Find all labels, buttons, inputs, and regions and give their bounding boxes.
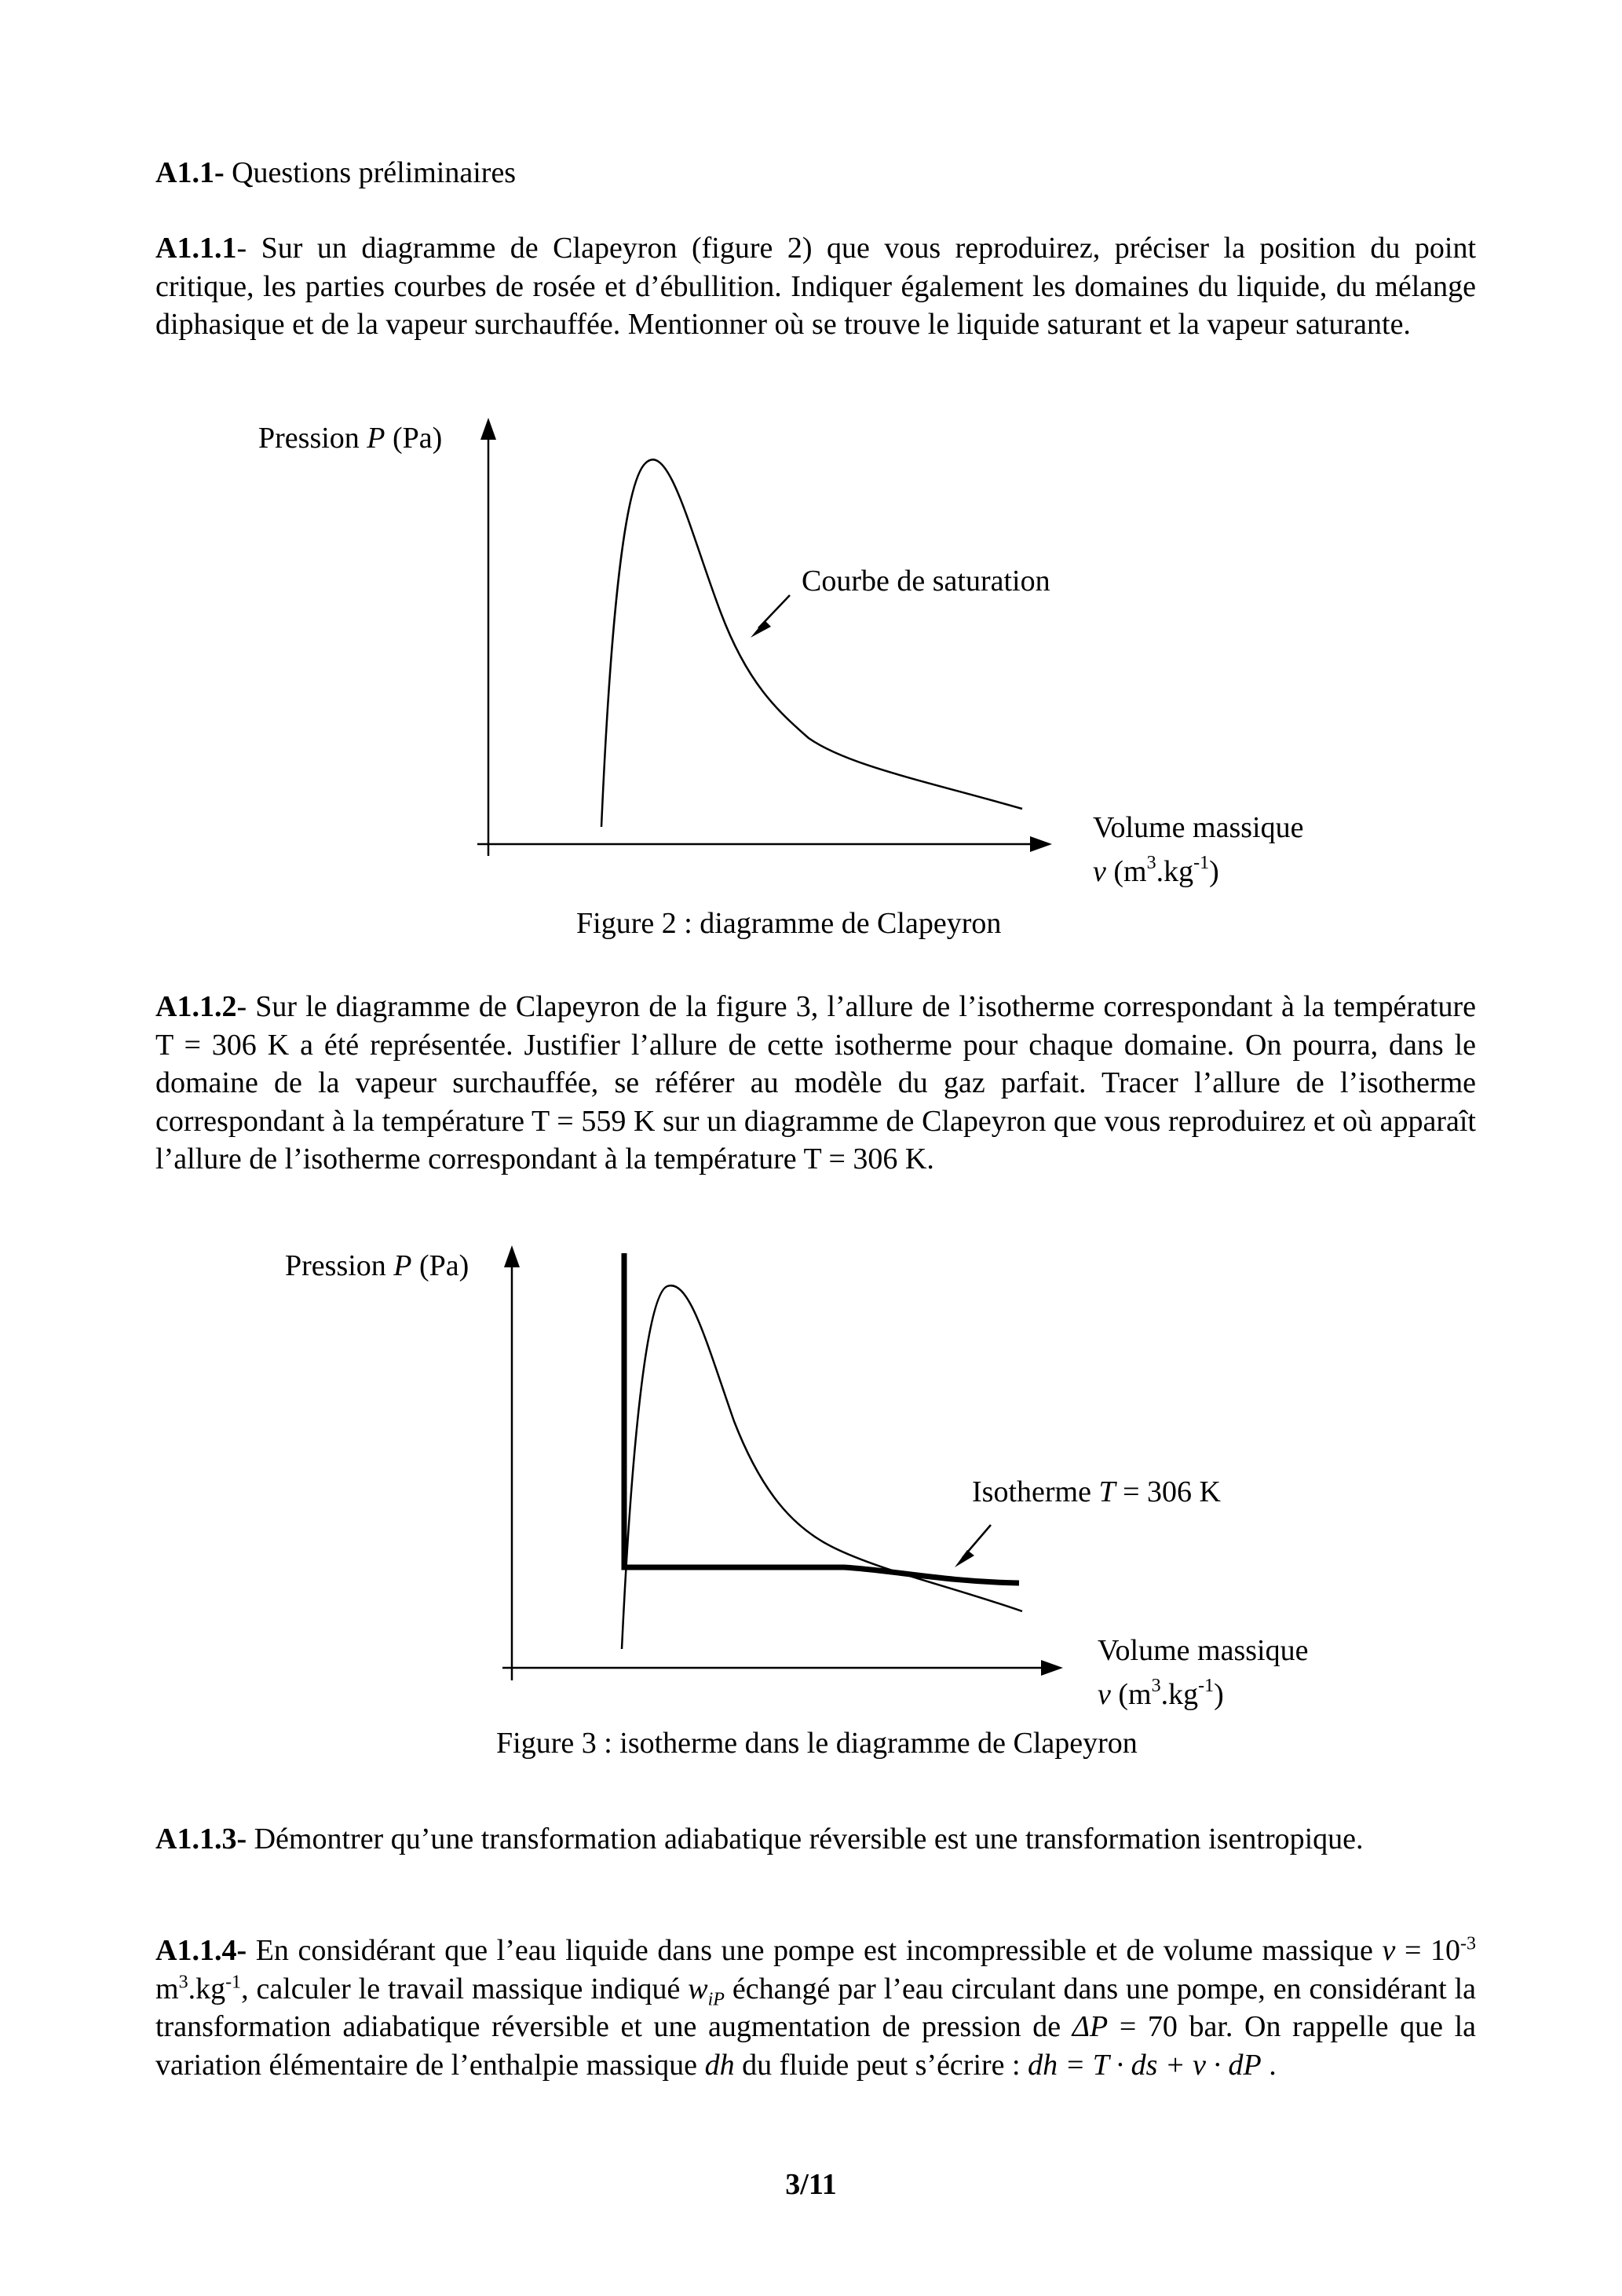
figure-3-caption: Figure 3 : isotherme dans le diagramme de Clapeyron: [496, 1727, 1138, 1760]
question-text-part: = 70 bar. On rappelle que la variation élémentaire de l’enthalpie massique: [155, 2010, 1476, 2082]
x-axis-arrowhead: [1030, 836, 1052, 852]
question-text: - Sur le diagramme de Clapeyron de la figure 3, l’allure de l’isotherme correspondant à la température T = 306 K a été représentée. Justifier l’allure de cette isotherme pour chaque domaine. On pourra, dans le domaine de la vapeur surchauffée, se référer au modèle du gaz parfait. Tracer l’allure de l’isotherme correspondant à la température T = 559 K sur un diagramme de Clapeyron que vous reproduirez et où apparaît l’allure de l’isotherme correspondant à la température T = 306 K.: [155, 990, 1476, 1175]
figure-2-clapeyron-diagram: [0, 0, 1622, 942]
delta-p-variable: ΔP: [1072, 2010, 1109, 2043]
isotherm-306k-curve: [624, 1253, 1019, 1583]
exponent: -3: [1460, 1933, 1476, 1954]
question-label: A1.1.2: [155, 990, 237, 1023]
volume-variable: v: [1382, 1934, 1396, 1967]
figure-2-caption: Figure 2 : diagramme de Clapeyron: [576, 907, 1002, 940]
y-axis-label: Pression P (Pa): [285, 1249, 469, 1282]
isotherm-label: Isotherme T = 306 K: [972, 1475, 1221, 1508]
curve-label: Courbe de saturation: [802, 565, 1050, 598]
x-axis-arrowhead: [1041, 1660, 1063, 1676]
question-text-part: = 10: [1395, 1934, 1460, 1967]
figure-3-isotherm-diagram: [0, 1178, 1622, 1743]
question-a112: [155, 988, 1476, 1179]
question-text: - Sur un diagramme de Clapeyron (figure 2) que vous reproduirez, préciser la position du point critique, les parties courbes de rosée et d’ébullition. Indiquer également les domaines du liquide, du mélange diphasique et de la vapeur surchauffée. Mentionner où se trouve le liquide saturant et la vapeur saturante.: [155, 232, 1476, 341]
question-label: A1.1.4-: [155, 1934, 247, 1967]
question-label: A1.1.1: [155, 232, 237, 265]
enthalpy-formula: dh = T · ds + v · dP: [1028, 2048, 1262, 2082]
y-axis-label: Pression P (Pa): [258, 422, 443, 455]
x-axis-unit: v $(m^3.kg^{-1})$: [1093, 853, 1219, 888]
work-variable: w: [688, 1972, 708, 2005]
y-axis-arrowhead: [504, 1245, 520, 1267]
question-text-part: m: [155, 1972, 179, 2005]
section-label: A1.1-: [155, 156, 225, 189]
question-text-part: échangé par l’eau circulant dans une pompe, en considérant la transformation adiabatique réversible et une augmentation de pression de: [155, 1972, 1476, 2043]
question-label: A1.1.3-: [155, 1823, 247, 1855]
question-a114: [155, 1932, 1476, 2084]
question-text-part: , calculer le travail massique indiqué: [241, 1972, 689, 2005]
work-subscript: iP: [707, 1989, 725, 2010]
exponent: 3: [178, 1971, 188, 1992]
question-text-part: .kg: [188, 1972, 226, 2005]
x-axis-label: Volume massique: [1093, 811, 1304, 844]
page-number: 3/11: [785, 2168, 837, 2201]
x-axis-unit: v $(m^3.kg^{-1})$: [1098, 1676, 1224, 1711]
curve-pointer-arrowhead: [751, 620, 771, 638]
question-a113: [155, 1820, 1476, 1859]
question-text-part: En considérant que l’eau liquide dans une pompe est incompressible et de volume massique: [247, 1934, 1383, 1967]
y-axis-arrowhead: [480, 418, 496, 440]
question-text-part: du fluide peut s’écrire :: [734, 2048, 1028, 2082]
question-text: Démontrer qu’une transformation adiabatique réversible est une transformation isentropique.: [247, 1823, 1364, 1855]
saturation-curve: [622, 1285, 1022, 1649]
enthalpy-variable: dh: [704, 2048, 735, 2082]
saturation-curve: [601, 459, 1022, 827]
x-axis-label: Volume massique: [1098, 1634, 1309, 1667]
section-title: Questions préliminaires: [232, 156, 517, 189]
question-text-part: .: [1261, 2048, 1277, 2082]
exponent: -1: [225, 1971, 242, 1992]
isotherm-pointer-arrowhead: [955, 1550, 974, 1567]
